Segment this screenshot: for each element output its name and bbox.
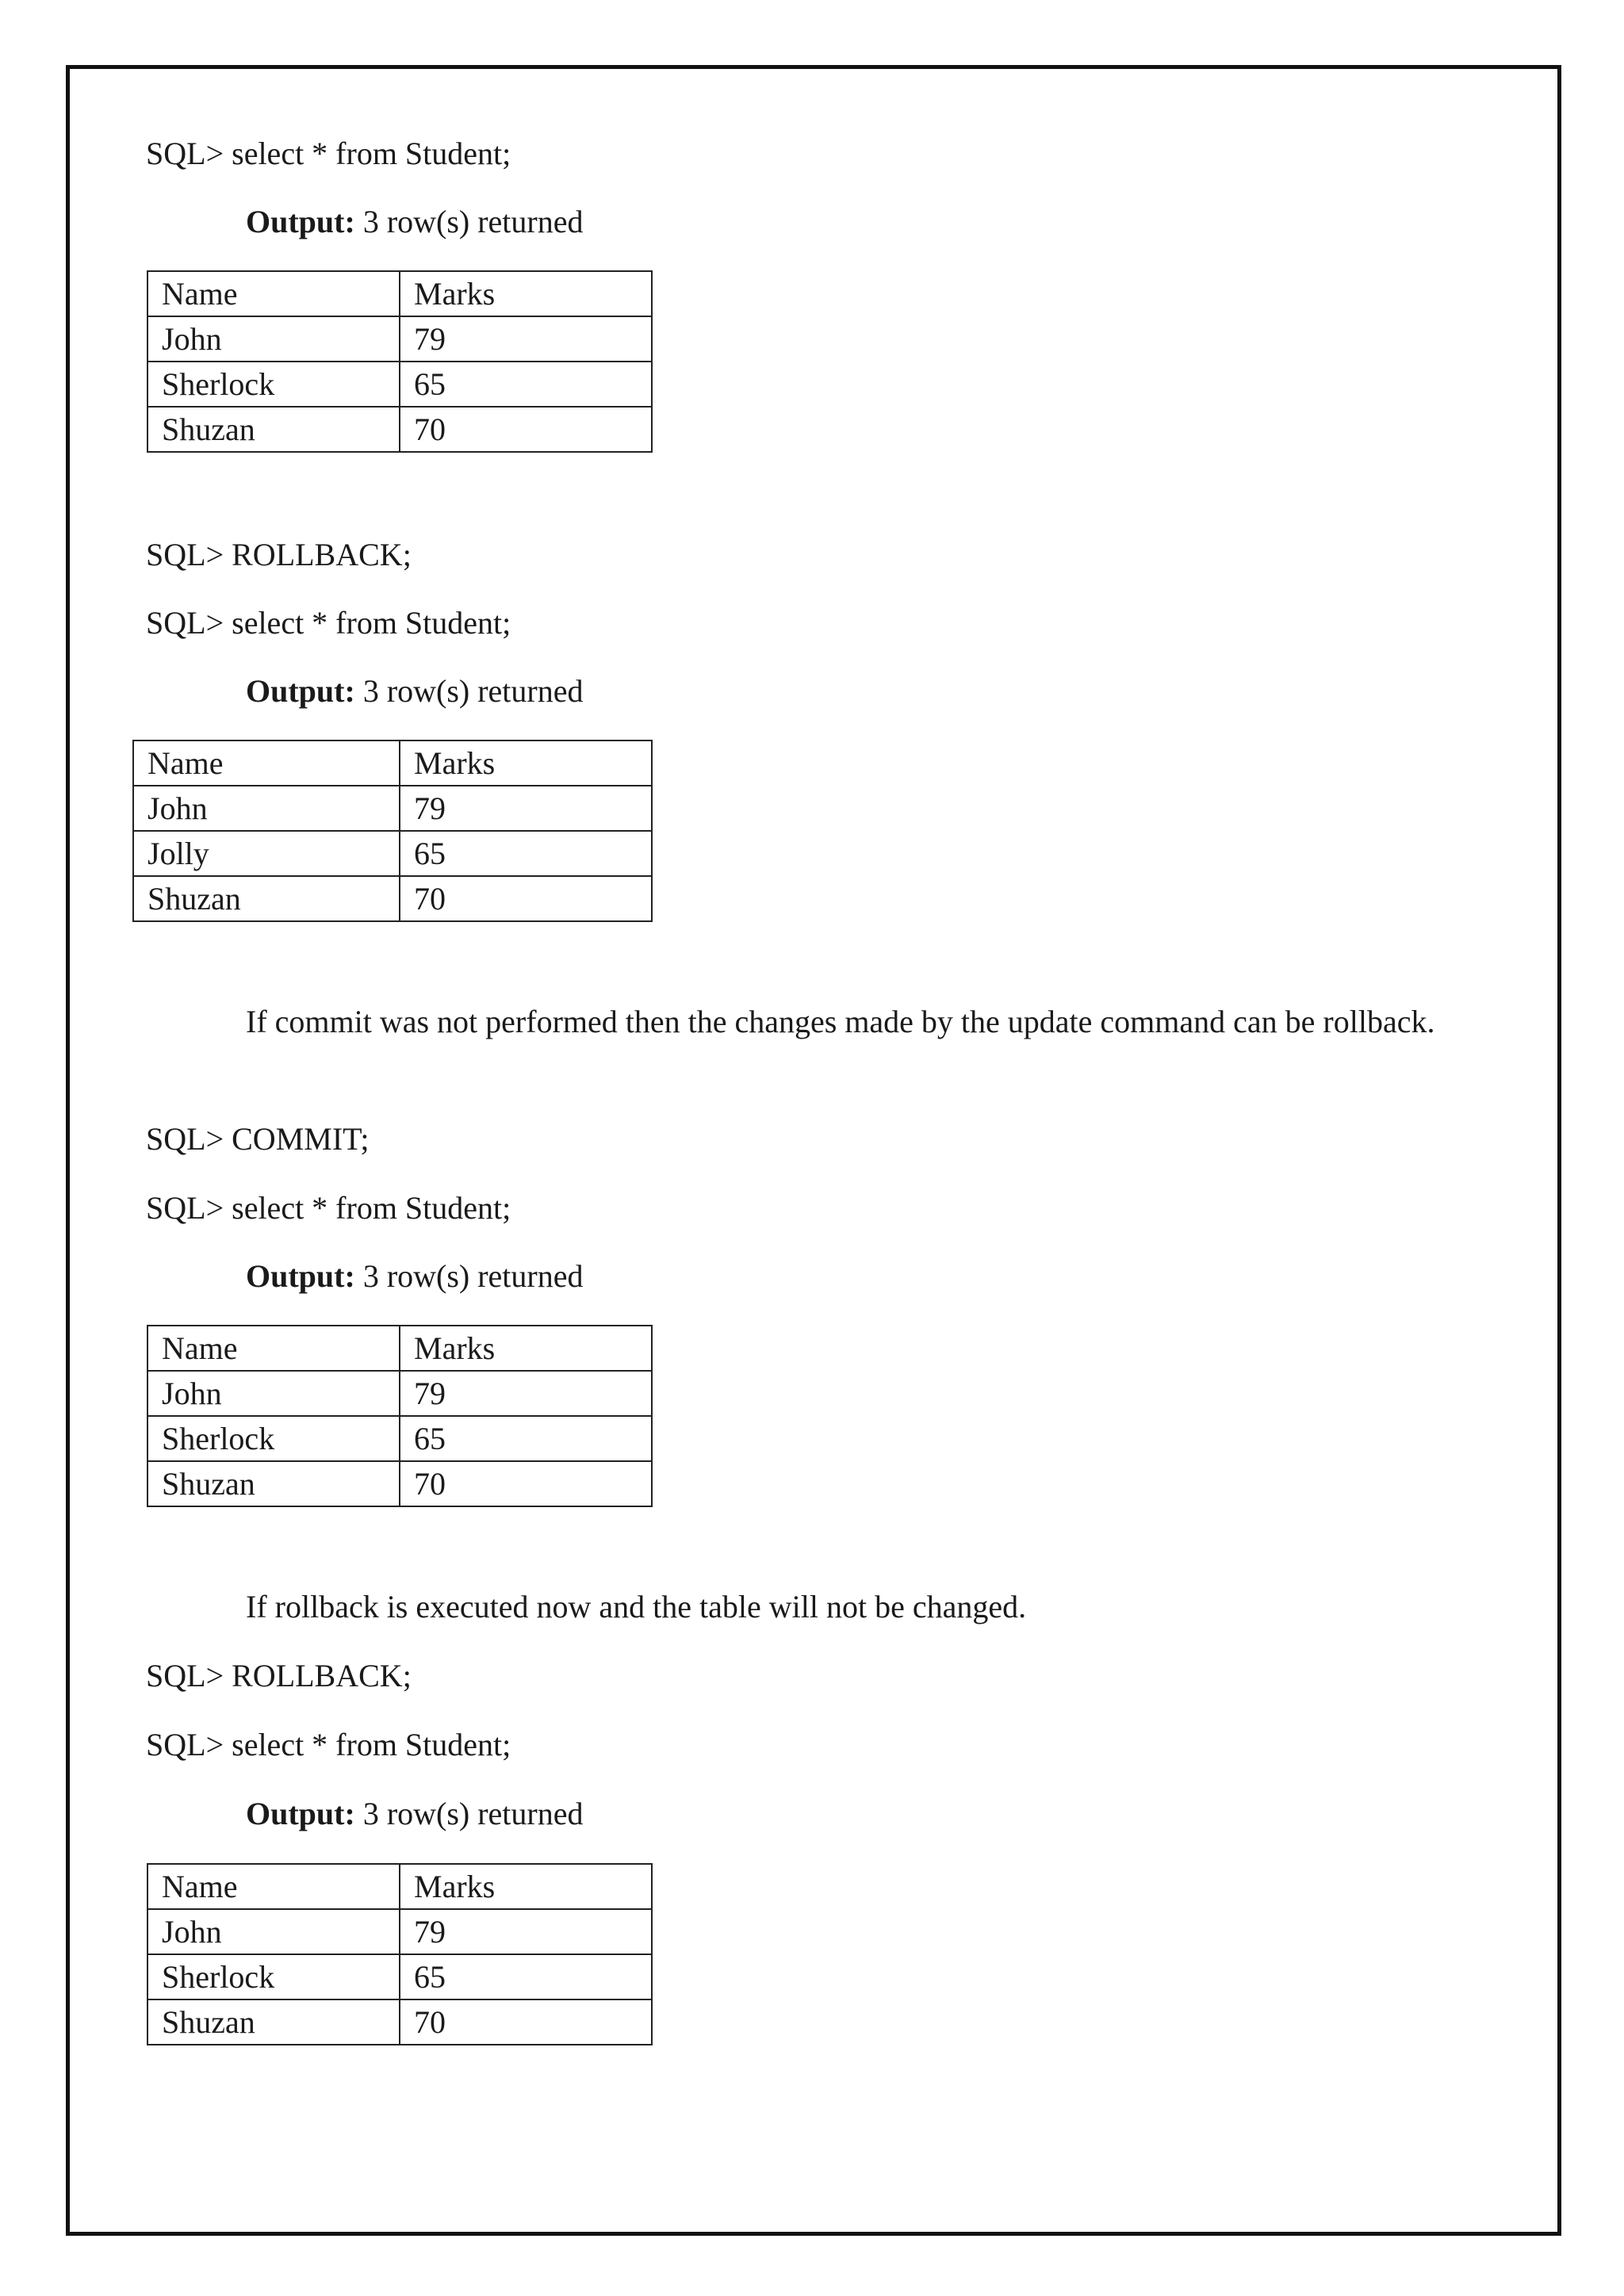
cell-name: Sherlock — [147, 362, 400, 407]
sql-command-rollback-1: SQL> ROLLBACK; — [146, 537, 412, 572]
table-row — [147, 1909, 652, 1954]
paragraph-commit-note: If commit was not performed then the changes made by the update command can be rollback. — [246, 1004, 1435, 1039]
cell-marks: 70 — [400, 407, 652, 452]
column-header-marks: Marks — [400, 1864, 652, 1909]
cell-name: Shuzan — [147, 1461, 400, 1506]
table-header-row — [133, 740, 652, 786]
sql-command-rollback-2: SQL> ROLLBACK; — [146, 1658, 412, 1693]
cell-name: John — [147, 316, 400, 362]
cell-name: Sherlock — [147, 1954, 400, 1999]
output-text: 3 row(s) returned — [362, 1258, 584, 1294]
output-line-2 — [246, 672, 584, 710]
table-row — [147, 407, 652, 452]
table-row — [133, 786, 652, 831]
sql-query-1: SQL> select * from Student; — [146, 136, 511, 171]
table-header-row — [147, 1864, 652, 1909]
output-text: 3 row(s) returned — [362, 1796, 584, 1831]
cell-name: John — [147, 1909, 400, 1954]
cell-name: John — [133, 786, 400, 831]
cell-marks: 70 — [400, 876, 652, 921]
output-line-3 — [246, 1257, 584, 1295]
column-header-name: Name — [147, 1326, 400, 1371]
output-label: Output: — [246, 673, 355, 709]
table-row — [147, 1416, 652, 1461]
table-row — [133, 876, 652, 921]
sql-query-3: SQL> select * from Student; — [146, 1190, 511, 1226]
column-header-marks: Marks — [400, 1326, 652, 1371]
cell-marks: 79 — [400, 1909, 652, 1954]
paragraph-rollback-note: If rollback is executed now and the table will not be changed. — [246, 1589, 1027, 1624]
output-line-1 — [246, 203, 584, 241]
cell-marks: 65 — [400, 831, 652, 876]
output-label: Output: — [246, 1796, 355, 1831]
sql-query-4: SQL> select * from Student; — [146, 1727, 511, 1762]
cell-name: Jolly — [133, 831, 400, 876]
cell-marks: 65 — [400, 362, 652, 407]
result-table-2 — [132, 740, 653, 922]
sql-query-2: SQL> select * from Student; — [146, 605, 511, 641]
result-table-3 — [147, 1325, 653, 1507]
cell-marks: 65 — [400, 1416, 652, 1461]
sql-command-commit: SQL> COMMIT; — [146, 1121, 370, 1157]
cell-name: Shuzan — [147, 1999, 400, 2045]
output-line-4 — [246, 1795, 584, 1833]
column-header-marks: Marks — [400, 271, 652, 316]
output-label: Output: — [246, 204, 355, 239]
cell-name: John — [147, 1371, 400, 1416]
output-text: 3 row(s) returned — [362, 204, 584, 239]
column-header-name: Name — [133, 740, 400, 786]
cell-name: Shuzan — [133, 876, 400, 921]
column-header-name: Name — [147, 271, 400, 316]
output-text: 3 row(s) returned — [362, 673, 584, 709]
table-row — [147, 1371, 652, 1416]
cell-marks: 79 — [400, 316, 652, 362]
cell-name: Shuzan — [147, 407, 400, 452]
result-table-1 — [147, 270, 653, 453]
cell-marks: 70 — [400, 1999, 652, 2045]
table-header-row — [147, 1326, 652, 1371]
table-row — [147, 1461, 652, 1506]
table-row — [147, 1999, 652, 2045]
table-row — [147, 316, 652, 362]
table-header-row — [147, 271, 652, 316]
column-header-name: Name — [147, 1864, 400, 1909]
table-row — [147, 362, 652, 407]
table-row — [147, 1954, 652, 1999]
cell-marks: 65 — [400, 1954, 652, 1999]
cell-name: Sherlock — [147, 1416, 400, 1461]
result-table-4 — [147, 1863, 653, 2045]
table-row — [133, 831, 652, 876]
output-label: Output: — [246, 1258, 355, 1294]
cell-marks: 79 — [400, 1371, 652, 1416]
cell-marks: 70 — [400, 1461, 652, 1506]
column-header-marks: Marks — [400, 740, 652, 786]
cell-marks: 79 — [400, 786, 652, 831]
